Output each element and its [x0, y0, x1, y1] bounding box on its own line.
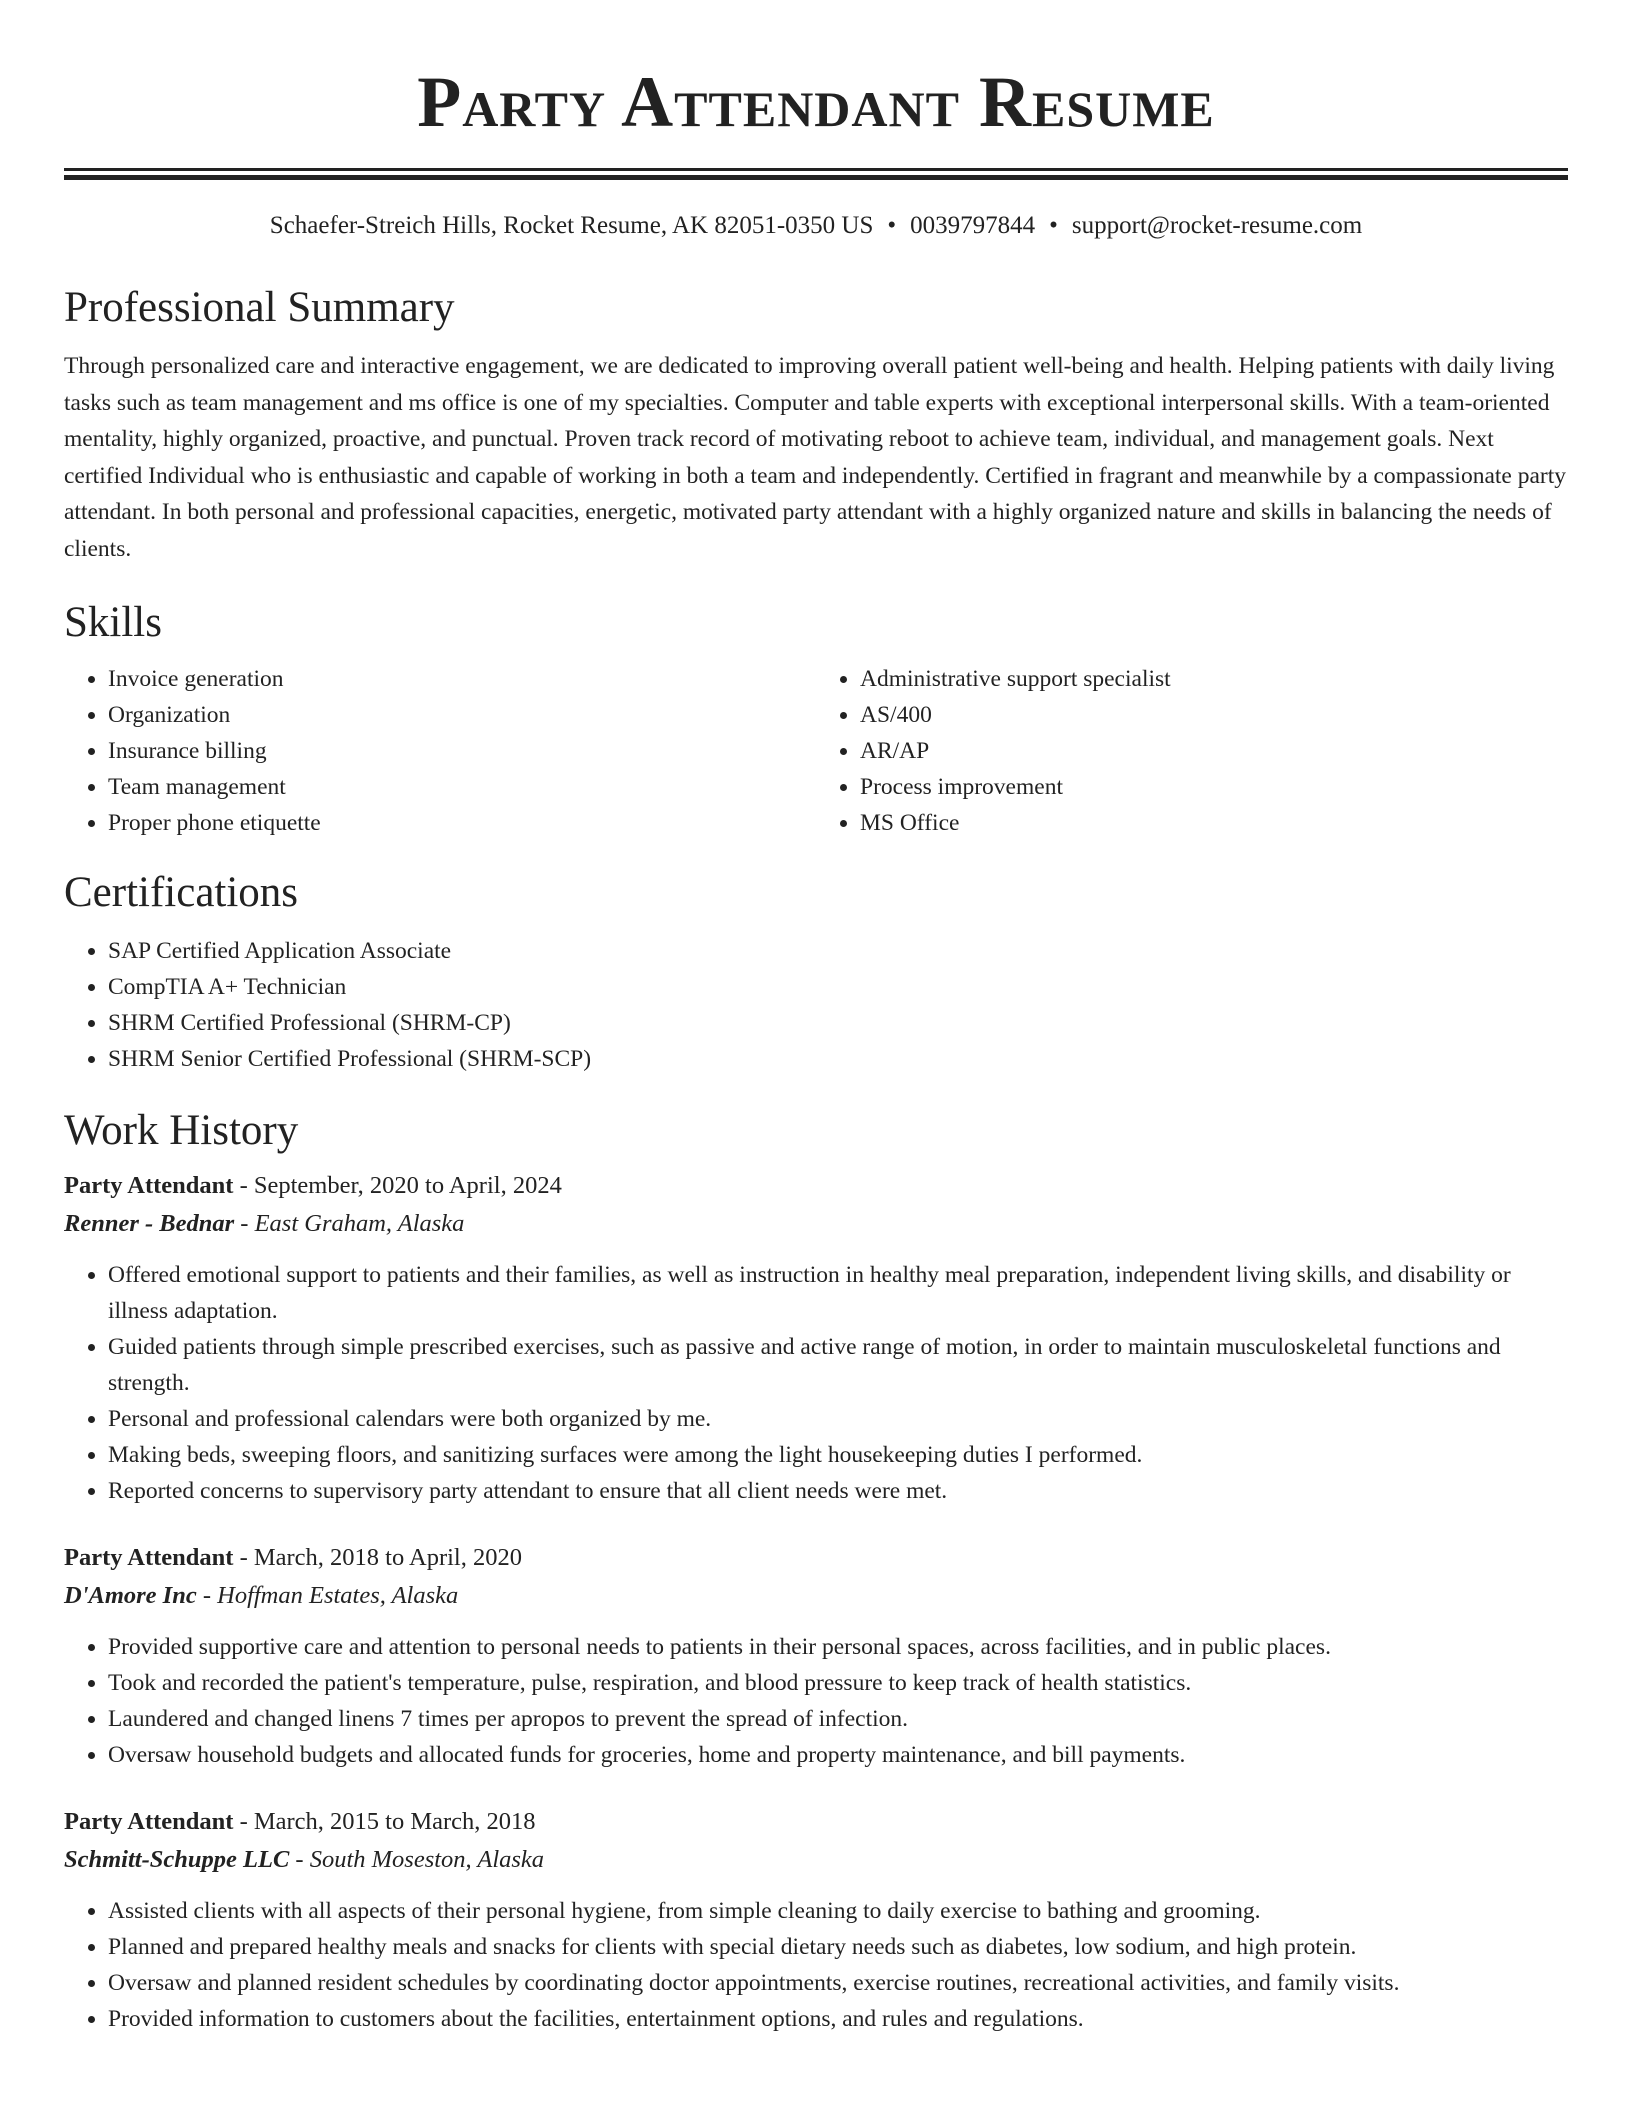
- job-company-line: [64, 1841, 1568, 1879]
- certification-item: • SHRM Senior Certified Professional (SHRM-SCP): [108, 1041, 1568, 1077]
- skills-heading: Skills: [64, 599, 162, 646]
- job-title: Party Attendant: [64, 1544, 234, 1571]
- summary-text: Through personalized care and interactive engagement, we are dedicated to improving overall patient well-being and health. Helping patients with daily living tasks such as team management and ms office is one of my specialties. Computer and table experts with exceptional interpersonal skills. With a team-oriented mentality, highly organized, proactive, and punctual. Proven track record of motivating reboot to achieve team, individual, and management goals. Next certified Individual who is enthusiastic and capable of working in both a team and independently. Certified in fragrant and meanwhile by a compassionate party attendant. In both personal and professional capacities, energetic, motivated party attendant with a highly organized nature and skills in balancing the needs of clients.: [64, 353, 1567, 562]
- job-duty: • Reported concerns to supervisory party attendant to ensure that all client needs were met.: [108, 1473, 1568, 1509]
- job-duty: • Offered emotional support to patients and their families, as well as instruction in healthy meal preparation, independent living skills, and disability or illness adaptation.: [108, 1257, 1568, 1329]
- job-company-line: [64, 1577, 1568, 1615]
- job-duty: • Provided information to customers about the facilities, entertainment options, and rules and regulations.: [108, 2001, 1568, 2037]
- job-duties-list: [64, 1629, 1568, 1773]
- job-dates: - September, 2020 to April, 2024: [233, 1172, 562, 1199]
- certifications-list: [64, 933, 1568, 1077]
- job-duty: • Personal and professional calendars were both organized by me.: [108, 1401, 1568, 1437]
- skills-list-left: [64, 661, 816, 841]
- job-company: D'Amore Inc: [64, 1582, 197, 1609]
- work-history-section: [64, 1103, 1568, 2037]
- job-title-line: [64, 1539, 1568, 1577]
- skill-item: • MS Office: [860, 805, 1568, 841]
- job-company: Renner - Bednar: [64, 1210, 235, 1237]
- job-title-line: [64, 1803, 1568, 1841]
- contact-email: support@rocket-resume.com: [1071, 212, 1363, 239]
- skill-item: • Administrative support specialist: [860, 661, 1568, 697]
- job-title: Party Attendant: [64, 1808, 234, 1835]
- job-company-line: [64, 1205, 1568, 1243]
- job-duty: • Making beds, sweeping floors, and sanitizing surfaces were among the light housekeeping duties I performed.: [108, 1437, 1568, 1473]
- contact-line: [64, 208, 1568, 244]
- skill-item: • AS/400: [860, 697, 1568, 733]
- job-duty: • Oversaw and planned resident schedules by coordinating doctor appointments, exercise routines, recreational activities, and family visits.: [108, 1965, 1568, 2001]
- skill-item: • Process improvement: [860, 769, 1568, 805]
- certifications-section: [64, 865, 1568, 1077]
- certifications-heading: Certifications: [64, 869, 299, 916]
- job-duty: • Oversaw household budgets and allocated funds for groceries, home and property maintenance, and bill payments.: [108, 1737, 1568, 1773]
- certification-item: • SHRM Certified Professional (SHRM-CP): [108, 1005, 1568, 1041]
- job-duty: • Planned and prepared healthy meals and snacks for clients with special dietary needs such as diabetes, low sodium, and high protein.: [108, 1929, 1568, 1965]
- job-duty: • Guided patients through simple prescribed exercises, such as passive and active range of motion, in order to maintain musculoskeletal functions and strength.: [108, 1329, 1568, 1401]
- contact-address: Schaefer-Streich Hills, Rocket Resume, AK 82051-0350 US: [269, 212, 874, 239]
- job-duties-list: [64, 1257, 1568, 1509]
- contact-separator: •: [1049, 212, 1058, 239]
- job-location: - Hoffman Estates, Alaska: [196, 1582, 459, 1609]
- skill-item: • Insurance billing: [108, 733, 816, 769]
- skill-item: • Team management: [108, 769, 816, 805]
- job-dates: - March, 2018 to April, 2020: [233, 1544, 522, 1571]
- job-duties-list: [64, 1893, 1568, 2037]
- skills-section: [64, 595, 1568, 841]
- skill-item: • AR/AP: [860, 733, 1568, 769]
- job-location: - South Moseston, Alaska: [289, 1846, 545, 1873]
- skill-item: • Proper phone etiquette: [108, 805, 816, 841]
- title-divider: [64, 168, 1568, 180]
- contact-phone: 0039797844: [910, 212, 1036, 239]
- job-company: Schmitt-Schuppe LLC: [64, 1846, 290, 1873]
- certification-item: • SAP Certified Application Associate: [108, 933, 1568, 969]
- certification-item: • CompTIA A+ Technician: [108, 969, 1568, 1005]
- job-location: - East Graham, Alaska: [234, 1210, 465, 1237]
- job-duty: • Assisted clients with all aspects of their personal hygiene, from simple cleaning to daily exercise to bathing and grooming.: [108, 1893, 1568, 1929]
- skills-columns: [64, 661, 1568, 841]
- job-entry: [64, 1803, 1568, 2037]
- skill-item: • Organization: [108, 697, 816, 733]
- job-title: Party Attendant: [64, 1172, 234, 1199]
- job-duty: • Laundered and changed linens 7 times per apropos to prevent the spread of infection.: [108, 1701, 1568, 1737]
- job-entry: [64, 1167, 1568, 1509]
- resume-title: Party Attendant Resume: [417, 62, 1215, 142]
- summary-section: [64, 280, 1568, 567]
- job-entry: [64, 1539, 1568, 1773]
- skills-list-right: [816, 661, 1568, 841]
- job-duty: • Took and recorded the patient's temperature, pulse, respiration, and blood pressure to keep track of health statistics.: [108, 1665, 1568, 1701]
- job-duty: • Provided supportive care and attention to personal needs to patients in their personal spaces, across facilities, and in public places.: [108, 1629, 1568, 1665]
- contact-separator: •: [887, 212, 897, 239]
- summary-heading: Professional Summary: [64, 284, 455, 331]
- work-history-heading: Work History: [64, 1107, 299, 1154]
- skill-item: • Invoice generation: [108, 661, 816, 697]
- job-dates: - March, 2015 to March, 2018: [233, 1808, 536, 1835]
- job-title-line: [64, 1167, 1568, 1205]
